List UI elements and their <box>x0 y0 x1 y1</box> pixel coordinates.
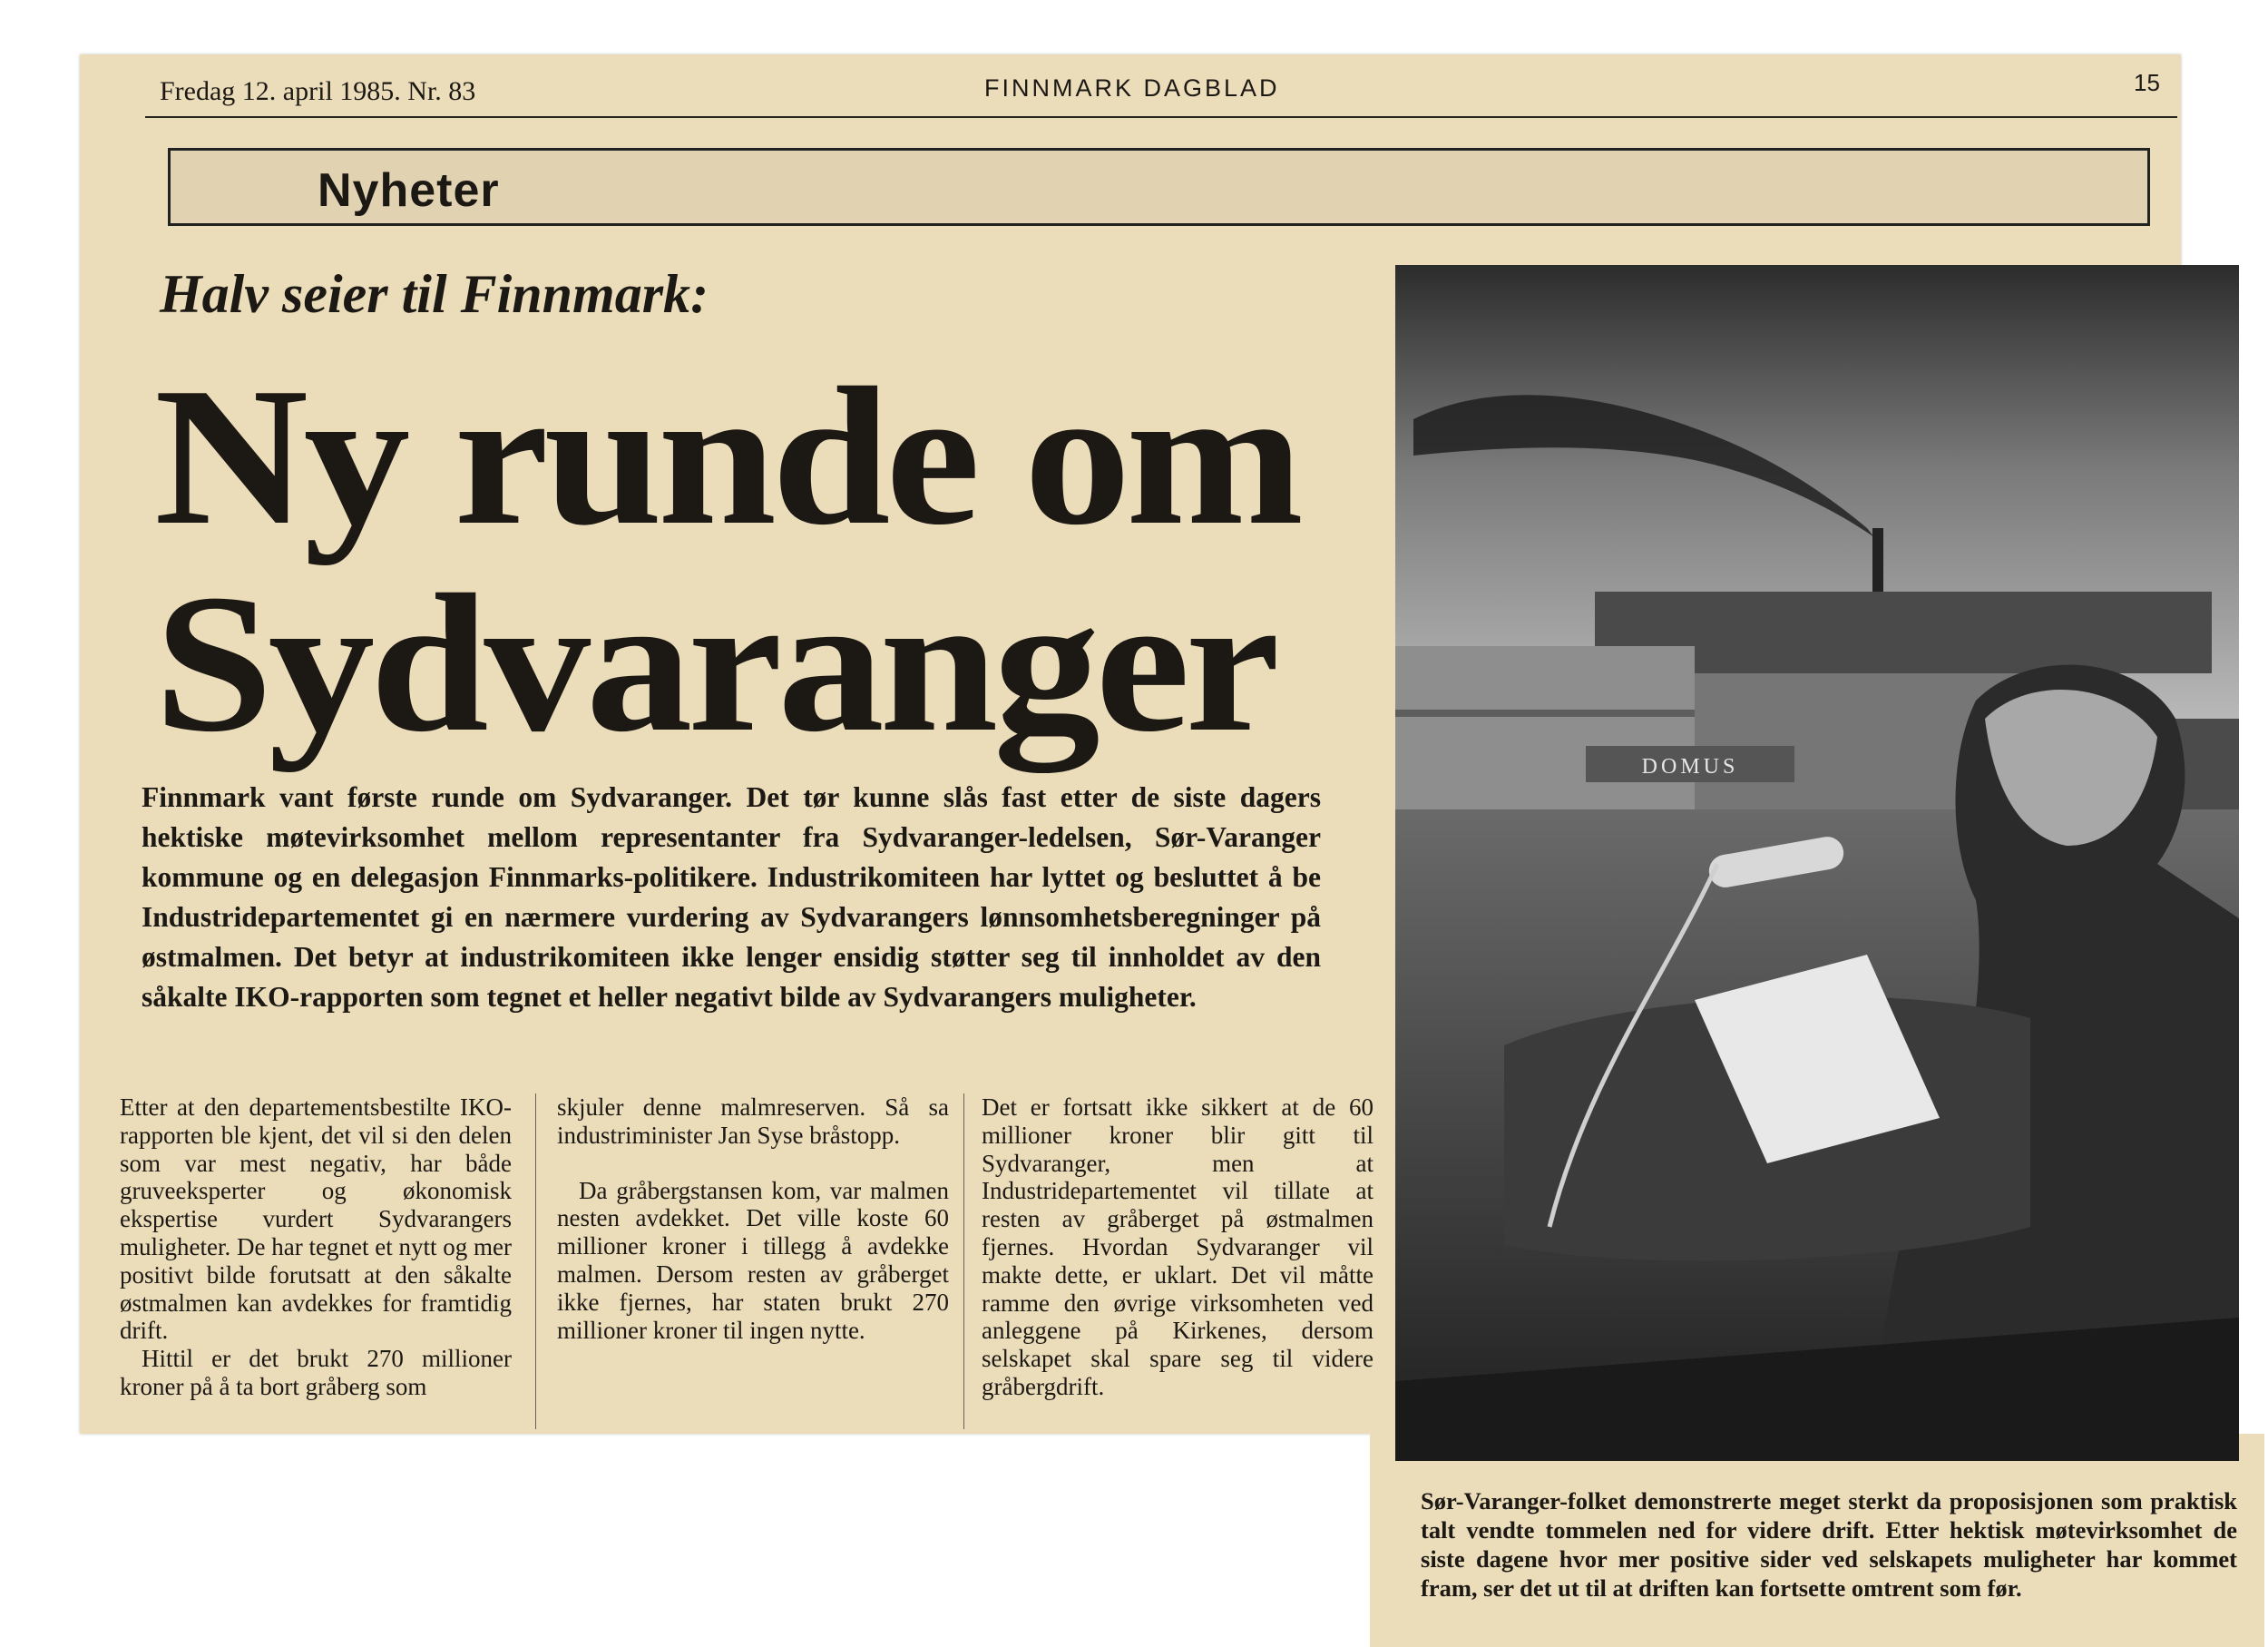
article-kicker: Halv seier til Finnmark: <box>160 264 709 324</box>
body-column-2 <box>557 1093 949 1344</box>
news-photo <box>1395 265 2239 1461</box>
newspaper-name: FINNMARK DAGBLAD <box>984 74 1280 102</box>
page-number: 15 <box>2134 69 2160 96</box>
issue-date: Fredag 12. april 1985. Nr. 83 <box>160 76 476 106</box>
headline-line-1: Ny runde om <box>154 348 1299 566</box>
column-divider <box>963 1093 964 1429</box>
article-lead: Finnmark vant første runde om Sydvaranger. Det tør kunne slås fast etter de siste dagers hektiske møtevirksomhet mellom representanter fra Sydvaranger-ledelsen, Sør-Varanger kommune og en delegasjon Finnmarks-politikere. Industrikomiteen har lyttet og besluttet å be Industridepartementet gi en nærmere vurdering av Sydvarangers lønnsomhetsberegninger på østmalmen. Det betyr at industrikomiteen ikke lenger ensidig støtter seg til innholdet av den såkalte IKO-rapporten som tegnet et heller negativt bilde av Sydvarangers muligheter. <box>142 781 1321 1013</box>
body-column-3 <box>982 1093 1374 1401</box>
section-label: Nyheter <box>318 164 500 217</box>
body-column-1 <box>120 1093 512 1401</box>
body-paragraph: Hittil er det brukt 270 millioner kroner på å ta bort gråberg som <box>120 1345 512 1400</box>
headline-line-2: Sydvaranger <box>154 554 1276 773</box>
body-paragraph: Etter at den departementsbestilte IKO-rapporten ble kjent, det vil si den delen som var mest negativ, har både gruveeksperter og økonomisk ekspertise vurdert Sydvarangers muligheter. De har tegnet et nytt og mer positivt bilde forutsatt at den såkalte østmalmen kan avdekkes for framtidig drift. <box>120 1093 512 1345</box>
header-rule <box>145 116 2177 118</box>
article-headline <box>154 348 1467 773</box>
body-paragraph: Da gråbergstansen kom, var malmen nesten avdekket. Det ville koste 60 millioner kroner i tillegg å avdekke malmen. Dersom resten av gråberget ikke fjernes, har staten brukt 270 millioner kroner til ingen nytte. <box>557 1176 949 1344</box>
column-divider <box>535 1093 536 1429</box>
store-sign: DOMUS <box>1641 755 1739 779</box>
body-paragraph: skjuler denne malmreserven. Så sa industriminister Jan Syse bråstopp. <box>557 1093 949 1149</box>
body-paragraph: Det er fortsatt ikke sikkert at de 60 millioner kroner blir gitt til Sydvaranger, men at Industridepartementet vil tillate at resten av gråberget på østmalmen fjernes. Hvordan Sydvaranger vil makte dette, er uklart. Det vil måtte ramme den øvrige virksomheten ved anleggene på Kirkenes, dersom selskapet skal spare seg til videre gråbergdrift. <box>982 1093 1374 1400</box>
photo-caption: Sør-Varanger-folket demonstrerte meget sterkt da proposisjonen som praktisk talt vendte tommelen ned for videre drift. Etter hektisk møtevirksomhet de siste dagene hvor mer positive sider ved selskapets muligheter har kommet fram, ser det ut til at driften kan fortsette omtrent som før. <box>1421 1487 2237 1602</box>
photo-illustration <box>1395 265 2239 1461</box>
town-building <box>1395 646 1695 828</box>
